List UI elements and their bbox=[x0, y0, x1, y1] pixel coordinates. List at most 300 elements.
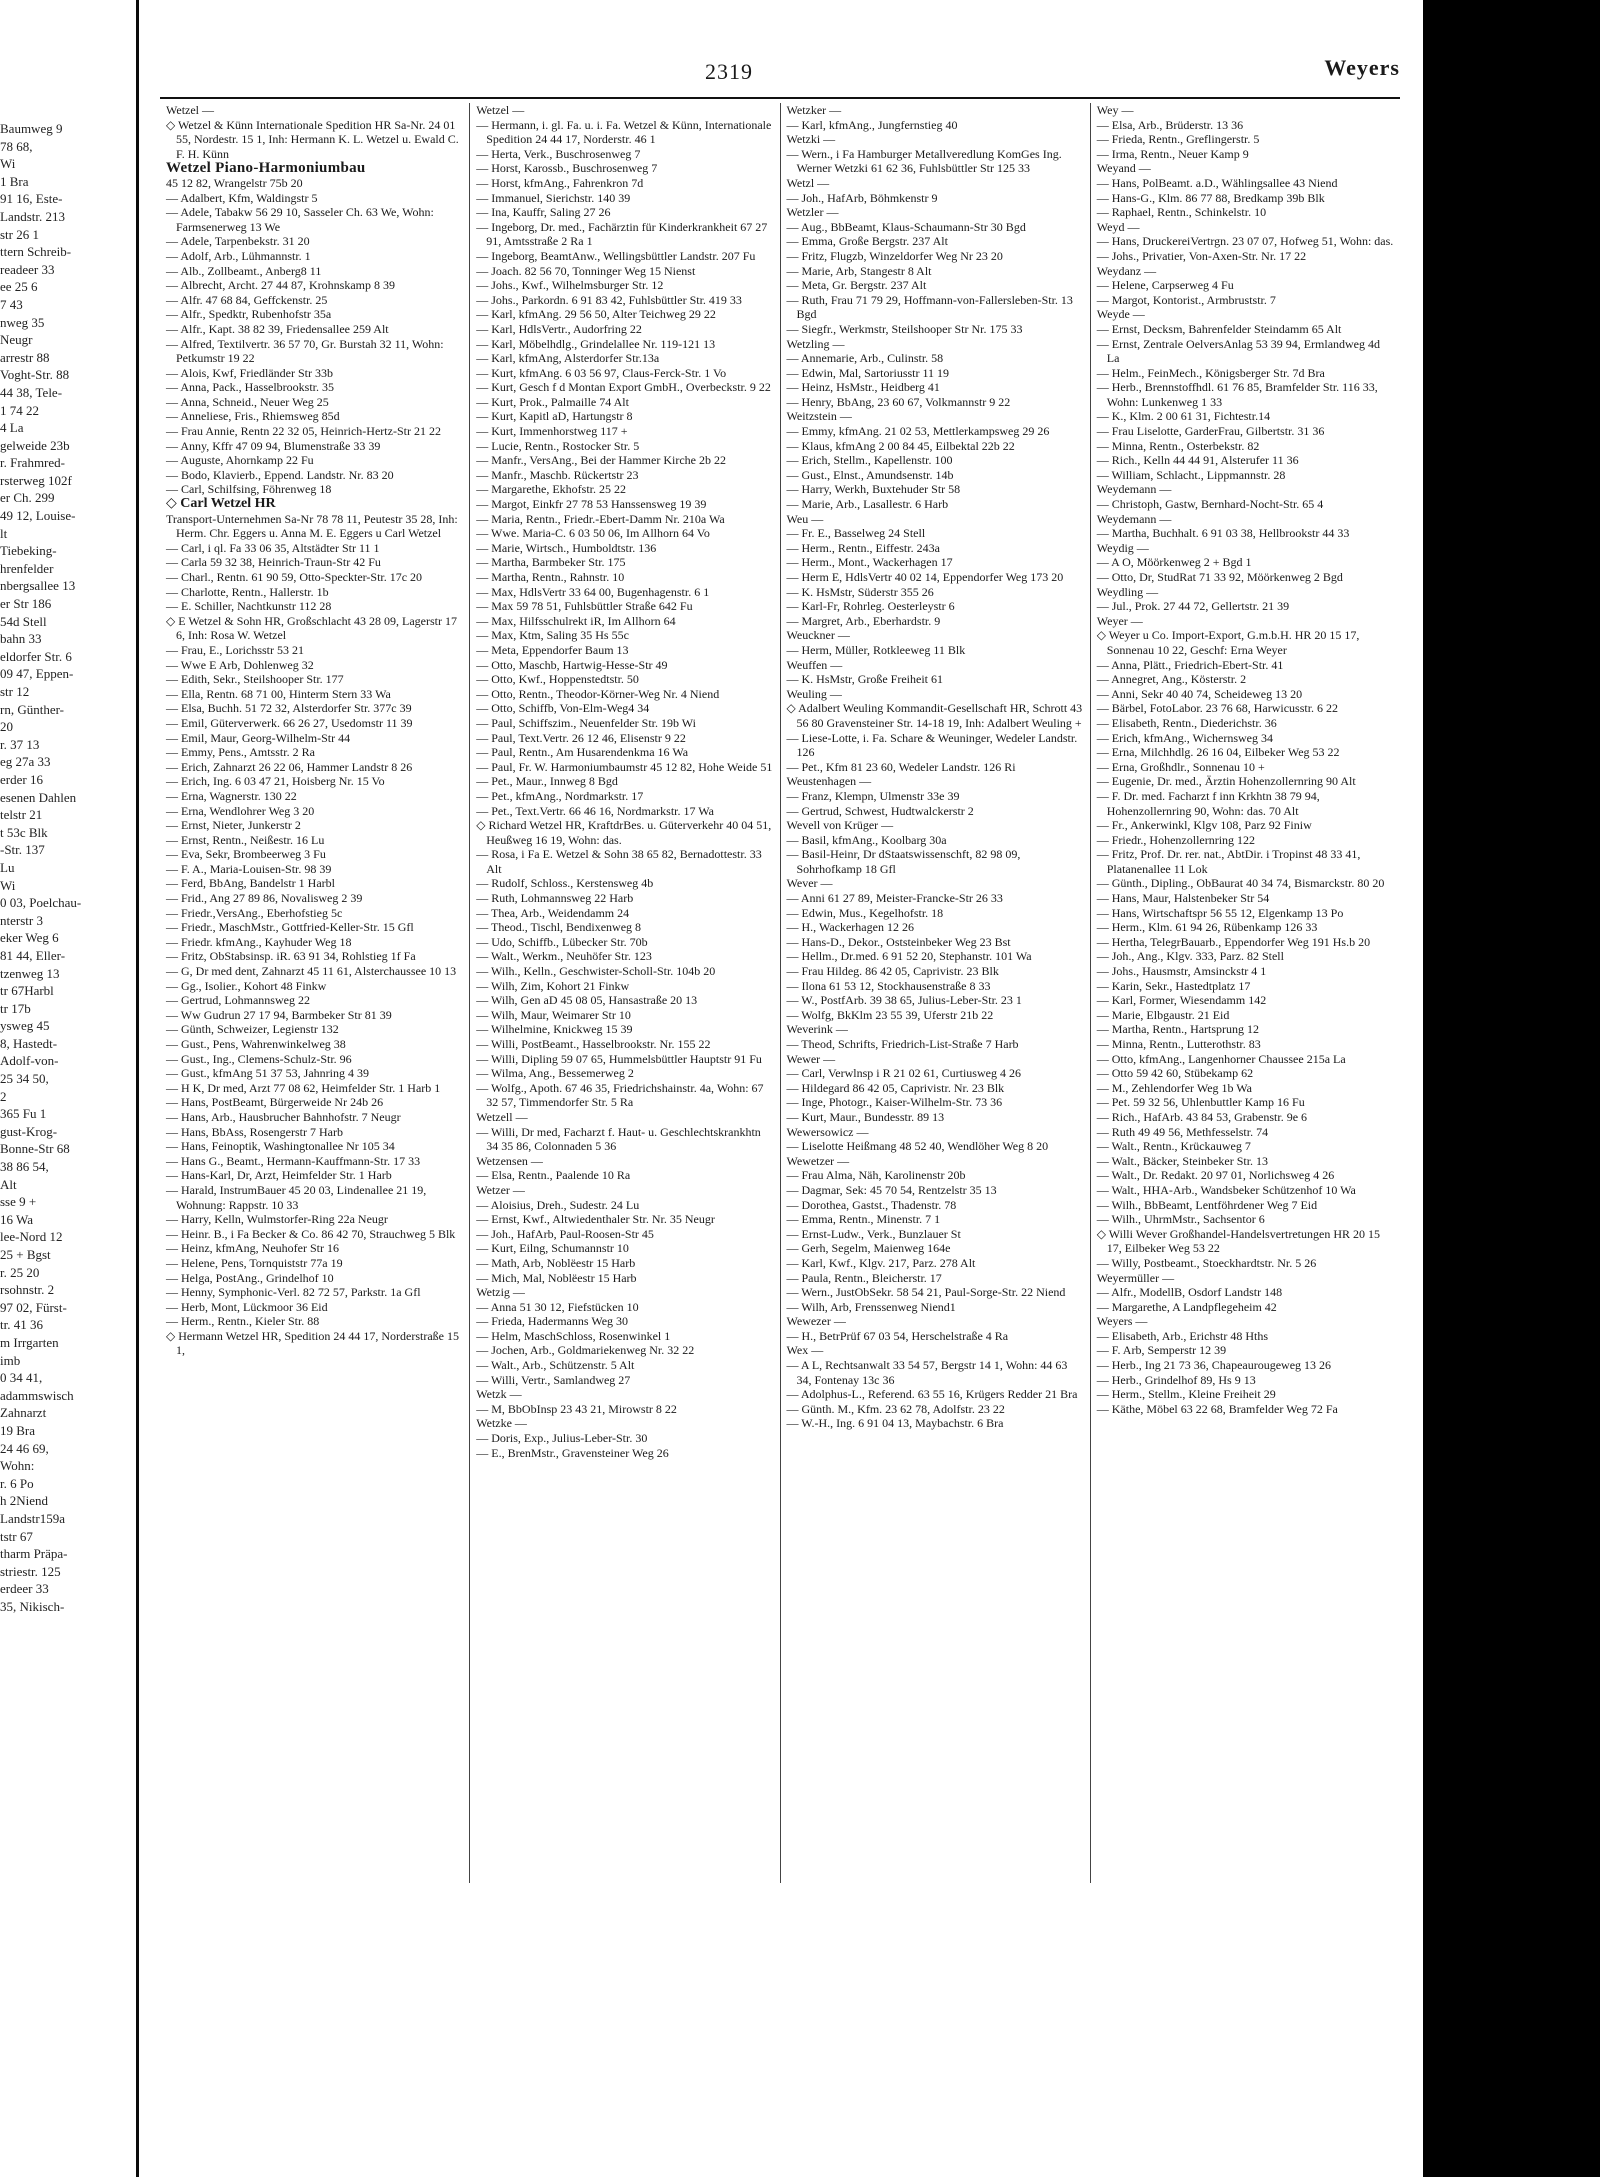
directory-entry: — Willi, Vertr., Samlandweg 27 bbox=[476, 1372, 631, 1387]
surname-heading: Wewetzer — bbox=[786, 1153, 850, 1168]
directory-entry: — E., BrenMstr., Gravensteiner Weg 26 bbox=[476, 1445, 669, 1460]
facing-page-line: 38 86 54, bbox=[0, 1159, 49, 1175]
directory-entry: — Meta, Gr. Bergstr. 237 Alt bbox=[786, 278, 927, 293]
directory-entry: Transport-Unternehmen Sa-Nr 78 78 11, Peutestr 35 28, Inh: Herm. Chr. Eggers u. Anna M. E. Eggers u Carl Wetzel bbox=[166, 511, 458, 541]
directory-entry: — Martha, Buchhalt. 6 91 03 38, Hellbrookstr 44 33 bbox=[1096, 526, 1350, 541]
directory-entry: — Walt., Werkm., Neuhöfer Str. 123 bbox=[476, 949, 652, 964]
directory-entry: — Max 59 78 51, Fuhlsbüttler Straße 642 Fu bbox=[476, 599, 693, 614]
directory-entry: — Frieda, Hadermanns Weg 30 bbox=[476, 1314, 629, 1329]
directory-entry: — M., Zehlendorfer Weg 1b Wa bbox=[1096, 1080, 1252, 1095]
surname-heading: Wetzig — bbox=[476, 1285, 525, 1300]
facing-page-line: 49 12, Louise- bbox=[0, 508, 76, 524]
facing-page-line: 8, Hastedt- bbox=[0, 1035, 58, 1051]
directory-entry: — Joh., Ang., Klgv. 333, Parz. 82 Stell bbox=[1096, 949, 1284, 964]
directory-entry: — F. Arb, Semperstr 12 39 bbox=[1096, 1343, 1227, 1358]
directory-entry: — Carl, Verwlnsp i R 21 02 61, Curtiusweg 4 26 bbox=[786, 1066, 1021, 1081]
directory-entry: — Basil-Heinr, Dr dStaatswissenschft, 82 98 09, Sohrhofkamp 18 Gfl bbox=[786, 847, 1021, 876]
facing-page-line: 7 43 bbox=[0, 296, 23, 312]
directory-entry: — Gust., Elnst., Amundsenstr. 14b bbox=[786, 467, 954, 482]
directory-entry: — Hans, PostBeamt, Bürgerweide Nr 24b 26 bbox=[166, 1095, 384, 1110]
facing-page-line: t 53c Blk bbox=[0, 824, 48, 840]
surname-heading: Weustenhagen — bbox=[786, 774, 872, 789]
surname-heading: Wetzk — bbox=[476, 1387, 522, 1402]
directory-entry: — Carl, Schilfsing, Föhrenweg 18 bbox=[166, 482, 332, 497]
directory-entry: — Ella, Rentn. 68 71 00, Hinterm Stern 33 Wa bbox=[166, 686, 391, 701]
surname-heading: Wevell von Krüger — bbox=[786, 818, 894, 833]
directory-entry: — Hans-D., Dekor., Oststeinbeker Weg 23 Bst bbox=[786, 934, 1011, 949]
directory-entry: — Kurt, Eilng, Schumannstr 10 bbox=[476, 1241, 629, 1256]
directory-entry: — Willi, Dipling 59 07 65, Hummelsbüttler Hauptstr 91 Fu bbox=[476, 1051, 762, 1066]
directory-entry: — Otto, Dr, StudRat 71 33 92, Möörkenweg 2 Bgd bbox=[1096, 570, 1343, 584]
directory-entry: — Gerh, Segelm, Maienweg 164e bbox=[786, 1241, 951, 1256]
directory-entry: — Erich, Stellm., Kapellenstr. 100 bbox=[786, 453, 953, 468]
facing-page-line: 78 68, bbox=[0, 138, 33, 154]
directory-entry: — Ruth, Frau 71 79 29, Hoffmann-von-Fallersleben-Str. 13 Bgd bbox=[786, 292, 1073, 322]
directory-entry: — Adalbert, Kfm, Waldingstr 5 bbox=[166, 190, 318, 205]
directory-entry: — Ernst, Decksm, Bahrenfelder Steindamm 65 Alt bbox=[1096, 321, 1342, 336]
directory-entry: — Alfred, Textilvertr. 36 57 70, Gr. Burstah 32 11, Wohn: Petkumstr 19 22 bbox=[166, 336, 444, 366]
directory-entry: — Otto, kfmAng., Langenhorner Chaussee 215a La bbox=[1096, 1051, 1346, 1066]
directory-entry: — Martha, Rentn., Hartsprung 12 bbox=[1096, 1022, 1260, 1037]
directory-entry: — Adolf, Arb., Lühmannstr. 1 bbox=[166, 248, 311, 263]
directory-entry: — Gertrud, Schwest, Hudtwalckerstr 2 bbox=[786, 803, 974, 818]
directory-entry: — Pet., Text.Vertr. 66 46 16, Nordmarkstr. 17 Wa bbox=[476, 803, 714, 818]
surname-heading: Wex — bbox=[786, 1343, 824, 1358]
directory-entry: — Walt., Bäcker, Steinbeker Str. 13 bbox=[1096, 1153, 1269, 1168]
directory-entry: — Erich, Zahnarzt 26 22 06, Hammer Landstr 8 26 bbox=[166, 759, 413, 774]
facing-page-line: Neugr bbox=[0, 332, 33, 348]
directory-entry: — Hermann, i. gl. Fa. u. i. Fa. Wetzel & Künn, Internationale Spedition 24 44 17, Norderstr. 46 1 bbox=[476, 117, 772, 147]
surname-heading: Weyermüller — bbox=[1096, 1270, 1175, 1285]
facing-page-line: 54d Stell bbox=[0, 613, 47, 629]
directory-entry: — Margot, Einkfr 27 78 53 Hanssensweg 19 39 bbox=[476, 497, 707, 512]
directory-entry: — Edwin, Mal, Sartoriusstr 11 19 bbox=[786, 365, 950, 380]
directory-entry: — Fritz, Prof. Dr. rer. nat., AbtDir. i Tropinst 48 33 41, Platanenallee 11 Lok bbox=[1096, 847, 1361, 876]
facing-page-line: lee-Nord 12 bbox=[0, 1229, 63, 1245]
directory-entry: — Jul., Prok. 27 44 72, Gellertstr. 21 39 bbox=[1096, 599, 1290, 614]
directory-entry: — A L, Rechtsanwalt 33 54 57, Bergstr 14 1, Wohn: 44 63 34, Fontenay 13c 36 bbox=[786, 1358, 1068, 1387]
directory-entry: — Joach. 82 56 70, Tonninger Weg 15 Nienst bbox=[476, 263, 696, 278]
directory-entry: — Frau Annie, Rentn 22 32 05, Heinrich-Hertz-Str 21 22 bbox=[166, 424, 441, 439]
page-edge-shadow bbox=[1423, 0, 1600, 2177]
facing-page-line: Landstr159a bbox=[0, 1510, 65, 1526]
directory-entry: — Johs., Parkordn. 6 91 83 42, Fuhlsbüttler Str. 419 33 bbox=[476, 292, 742, 307]
directory-entry: — Herm, Müller, Rotkleeweg 11 Blk bbox=[786, 642, 966, 657]
directory-entry: — Margret, Arb., Eberhardstr. 9 bbox=[786, 613, 941, 628]
facing-page-line: r. 25 20 bbox=[0, 1264, 40, 1280]
directory-entry: — Ernst, Rentn., Neißestr. 16 Lu bbox=[166, 832, 325, 847]
directory-entry: — G, Dr med dent, Zahnarzt 45 11 61, Alsterchaussee 10 13 bbox=[166, 964, 457, 979]
directory-entry: ◇ Wetzel & Künn Internationale Spedition HR Sa-Nr. 24 01 55, Nordestr. 15 1, Inh: Hermann K. L. Wetzel u. Ewald C. F. H. Künn bbox=[166, 117, 459, 161]
directory-entry: — Wwe E Arb, Dohlenweg 32 bbox=[166, 657, 314, 672]
facing-page-line: Bonne-Str 68 bbox=[0, 1141, 70, 1157]
surname-heading: Wetzki — bbox=[786, 132, 836, 147]
directory-entry: — Rudolf, Schloss., Kerstensweg 4b bbox=[476, 876, 654, 891]
directory-entry: — Karl, Möbelhdlg., Grindelallee Nr. 119-121 13 bbox=[476, 336, 716, 351]
surname-heading: Wetzel — bbox=[476, 103, 525, 117]
directory-entry: — Rich., Kelln 44 44 91, Alsterufer 11 36 bbox=[1096, 453, 1299, 468]
directory-entry: 45 12 82, Wrangelstr 75b 20 bbox=[166, 175, 303, 190]
directory-entry: — Charlotte, Rentn., Hallerstr. 1b bbox=[166, 584, 329, 599]
directory-entry: — Hellm., Dr.med. 6 91 52 20, Stephanstr. 101 Wa bbox=[786, 949, 1032, 964]
directory-entry: — Margarethe, A Landpflegeheim 42 bbox=[1096, 1299, 1277, 1314]
directory-entry: — Herm E, HdlsVertr 40 02 14, Eppendorfer Weg 173 20 bbox=[786, 570, 1064, 584]
directory-entry: — Joh., HafArb, Böhmkenstr 9 bbox=[786, 190, 938, 205]
directory-entry: — Inge, Photogr., Kaiser-Wilhelm-Str. 73 36 bbox=[786, 1095, 1003, 1110]
directory-entry: — Walt., Arb., Schützenstr. 5 Alt bbox=[476, 1358, 635, 1373]
directory-entry: — Wern., i Fa Hamburger Metallveredlung KomGes Ing. Werner Wetzki 61 62 36, Fuhlsbüttler Str 125 33 bbox=[786, 146, 1062, 176]
directory-entry: — Paul, Text.Vertr. 26 12 46, Elisenstr 9 22 bbox=[476, 730, 686, 745]
facing-page-line: 91 16, Este- bbox=[0, 191, 63, 207]
directory-entry: — Helene, Carpserweg 4 Fu bbox=[1096, 278, 1234, 293]
surname-heading: Weverink — bbox=[786, 1022, 848, 1037]
surname-heading: Wetzling — bbox=[786, 336, 845, 351]
directory-entry: — Wilh., UhrmMstr., Sachsentor 6 bbox=[1096, 1212, 1265, 1227]
surname-heading: Wetzer — bbox=[476, 1182, 525, 1197]
facing-page-line: Zahnarzt bbox=[0, 1405, 47, 1421]
directory-entry: — Kurt, Maur., Bundesstr. 89 13 bbox=[786, 1109, 945, 1124]
surname-heading: Wetzler — bbox=[786, 205, 839, 220]
facing-page-line: hrenfelder bbox=[0, 560, 54, 576]
surname-heading: Wey — bbox=[1096, 103, 1134, 117]
facing-page-fragments bbox=[0, 120, 132, 2020]
directory-entry: — Manfr., VersAng., Bei der Hammer Kirche 2b 22 bbox=[476, 453, 726, 468]
directory-entry: — Fr. E., Basselweg 24 Stell bbox=[786, 526, 926, 541]
directory-entry: — Karl, kfmAng., Jungfernstieg 40 bbox=[786, 117, 958, 132]
directory-entry: — Edwin, Mus., Kegelhofstr. 18 bbox=[786, 905, 944, 920]
directory-entry: — Wilh., Kelln., Geschwister-Scholl-Str. 104b 20 bbox=[476, 964, 716, 979]
directory-entry: ◇ Adalbert Weuling Kommandit-Gesellschaft HR, Schrott 43 56 80 Gravensteiner Str. 14-18 19, Inh: Adalbert Weuling + bbox=[786, 701, 1083, 730]
directory-entry: — Frau Liselotte, GarderFrau, Gilbertstr. 31 36 bbox=[1096, 424, 1325, 439]
directory-entry: — Charl., Rentn. 61 90 59, Otto-Speckter-Str. 17c 20 bbox=[166, 570, 423, 584]
book-gutter bbox=[136, 0, 139, 2177]
directory-entry: — Günth, Schweizer, Legienstr 132 bbox=[166, 1022, 339, 1037]
directory-entry: — Wolfg., Apoth. 67 46 35, Friedrichshainstr. 4a, Wohn: 67 32 57, Timmendorfer Str. 5 Ra bbox=[476, 1080, 764, 1110]
directory-entry: — Thea, Arb., Weidendamm 24 bbox=[476, 905, 630, 920]
directory-entry: — Ruth, Lohmannsweg 22 Harb bbox=[476, 891, 634, 906]
page-number: 2319 bbox=[705, 59, 753, 84]
directory-entry: — Harry, Kelln, Wulmstorfer-Ring 22a Neugr bbox=[166, 1212, 388, 1227]
facing-page-line: Landstr. 213 bbox=[0, 208, 65, 224]
directory-entry: — Johs., Hausmstr, Amsinckstr 4 1 bbox=[1096, 964, 1267, 979]
facing-page-line: Adolf-von- bbox=[0, 1053, 59, 1069]
directory-entry: — Hildegard 86 42 05, Caprivistr. Nr. 23 Blk bbox=[786, 1080, 1005, 1095]
directory-entry: — Emmy, Pens., Amtsstr. 2 Ra bbox=[166, 745, 315, 760]
directory-entry: — Friedr., Hohenzollernring 122 bbox=[1096, 832, 1256, 847]
directory-entry: — Helm., FeinMech., Königsberger Str. 7d Bra bbox=[1096, 365, 1325, 380]
directory-entry: — Max, Ktm, Saling 35 Hs 55c bbox=[476, 628, 629, 643]
directory-entry: — H., BetrPrüf 67 03 54, Herschelstraße 4 Ra bbox=[786, 1328, 1009, 1343]
directory-column-3 bbox=[780, 103, 1090, 1883]
directory-entry: — Rich., HafArb. 43 84 53, Grabenstr. 9e 6 bbox=[1096, 1109, 1308, 1124]
directory-entry: — Ilona 61 53 12, Stockhausenstraße 8 33 bbox=[786, 978, 991, 993]
directory-entry: — Erich, kfmAng., Wichernsweg 34 bbox=[1096, 730, 1274, 745]
directory-entry: ◇ Richard Wetzel HR, KraftdrBes. u. Güterverkehr 40 04 51, Heußweg 16 19, Wohn: das. bbox=[476, 818, 772, 847]
directory-entry: — Ingeborg, Dr. med., Fachärztin für Kinderkrankheit 67 27 91, Amtsstraße 2 Ra 1 bbox=[476, 219, 768, 249]
directory-entry: — Erna, Milchhdlg. 26 16 04, Eilbeker Weg 53 22 bbox=[1096, 745, 1340, 760]
surname-heading: Wetzensen — bbox=[476, 1153, 543, 1168]
directory-entry: — Herm., Stellm., Kleine Freiheit 29 bbox=[1096, 1387, 1276, 1402]
directory-entry: — Wern., JustObSekr. 58 54 21, Paul-Sorge-Str. 22 Niend bbox=[786, 1285, 1066, 1300]
facing-page-line: 16 Wa bbox=[0, 1211, 34, 1227]
directory-entry: — Herm., Klm. 61 94 26, Rübenkamp 126 33 bbox=[1096, 920, 1318, 935]
directory-entry: — Erna, Wagnerstr. 130 22 bbox=[166, 788, 297, 803]
facing-page-line: erder 16 bbox=[0, 771, 43, 787]
directory-entry: — Margarethe, Ekhofstr. 25 22 bbox=[476, 482, 626, 497]
directory-entry: — Alfr., ModellB, Osdorf Landstr 148 bbox=[1096, 1285, 1283, 1300]
directory-entry: — Herta, Verk., Buschrosenweg 7 bbox=[476, 146, 641, 161]
facing-page-line: Tiebeking- bbox=[0, 543, 57, 559]
directory-entry: — Henry, BbAng, 23 60 67, Volkmannstr 9 22 bbox=[786, 394, 1011, 409]
directory-entry: — Hans, Wirtschaftspr 56 55 12, Elgenkamp 13 Po bbox=[1096, 905, 1344, 920]
facing-page-line: 25 34 50, bbox=[0, 1071, 49, 1087]
surname-heading: Weydemann — bbox=[1096, 511, 1172, 526]
directory-entry: — Erna, Wendlohrer Weg 3 20 bbox=[166, 803, 315, 818]
directory-entry: — Wilh., BbBeamt, Lentföhrdener Weg 7 Eid bbox=[1096, 1197, 1318, 1212]
surname-heading: Weydig — bbox=[1096, 540, 1149, 555]
facing-page-line: h 2Niend bbox=[0, 1493, 49, 1509]
directory-entry: — Wilma, Ang., Bessemerweg 2 bbox=[476, 1066, 634, 1081]
facing-page-line: tzenweg 13 bbox=[0, 965, 60, 981]
directory-entry: — H., Wackerhagen 12 26 bbox=[786, 920, 914, 935]
facing-page-line: nbergsallee 13 bbox=[0, 578, 76, 594]
facing-page-line: 2 bbox=[0, 1088, 7, 1104]
facing-page-line: eker Weg 6 bbox=[0, 930, 59, 946]
facing-page-line: imb bbox=[0, 1352, 21, 1368]
directory-entry: — Herb, Mont, Lückmoor 36 Eid bbox=[166, 1299, 328, 1314]
directory-entry: — Alb., Zollbeamt., Anberg8 11 bbox=[166, 263, 322, 278]
directory-entry: — Johs., Kwf., Wilhelmsburger Str. 12 bbox=[476, 278, 664, 293]
directory-entry: Wetzel Piano-Harmoniumbau bbox=[166, 160, 366, 177]
facing-page-line: telstr 21 bbox=[0, 807, 43, 823]
directory-entry: — Helga, PostAng., Grindelhof 10 bbox=[166, 1270, 334, 1285]
directory-entry: — Ingeborg, BeamtAnw., Wellingsbüttler Landstr. 207 Fu bbox=[476, 248, 756, 263]
facing-page-line: adammswisch bbox=[0, 1387, 74, 1403]
directory-entry: — Willi, Dr med, Facharzt f. Haut- u. Geschlechtskrankhtn 34 35 86, Colonnaden 5 36 bbox=[476, 1124, 761, 1154]
facing-page-line: esenen Dahlen bbox=[0, 789, 77, 805]
directory-entry: — W., PostfArb. 39 38 65, Julius-Leber-Str. 23 1 bbox=[786, 993, 1022, 1008]
directory-entry: — Emil, Güterverwerk. 66 26 27, Usedomstr 11 39 bbox=[166, 715, 413, 730]
directory-entry: — Eva, Sekr, Brombeerweg 3 Fu bbox=[166, 847, 326, 862]
directory-entry: — Aloisius, Dreh., Sudestr. 24 Lu bbox=[476, 1197, 640, 1212]
directory-entry: — Anni 61 27 89, Meister-Francke-Str 26 33 bbox=[786, 891, 1003, 906]
facing-page-line: nterstr 3 bbox=[0, 912, 43, 928]
directory-entry: — Karl, Kwf., Klgv. 217, Parz. 278 Alt bbox=[786, 1255, 976, 1270]
directory-entry: — Hertha, TelegrBauarb., Eppendorfer Weg 191 Hs.b 20 bbox=[1096, 934, 1371, 949]
facing-page-line: readeer 33 bbox=[0, 261, 55, 277]
directory-entry: — Karl, kfmAng. 29 56 50, Alter Teichweg 29 22 bbox=[476, 307, 716, 322]
surname-heading: Wewer — bbox=[786, 1051, 836, 1066]
directory-entry: — Karl, kfmAng, Alsterdorfer Str.13a bbox=[476, 351, 660, 366]
facing-page-line: m Irrgarten bbox=[0, 1334, 59, 1350]
directory-column-1 bbox=[160, 103, 469, 1883]
facing-page-line: eg 27a 33 bbox=[0, 754, 51, 770]
directory-entry: — Alois, Kwf, Friedländer Str 33b bbox=[166, 365, 333, 380]
directory-entry: — E. Schiller, Nachtkunstr 112 28 bbox=[166, 599, 332, 614]
directory-entry: — Harry, Werkh, Buxtehuder Str 58 bbox=[786, 482, 961, 497]
directory-entry: — Bärbel, FotoLabor. 23 76 68, Harwicusstr. 6 22 bbox=[1096, 701, 1339, 716]
facing-page-line: Baumweg 9 bbox=[0, 121, 63, 136]
directory-entry: — Wwe. Maria-C. 6 03 50 06, Im Allhorn 64 Vo bbox=[476, 526, 710, 541]
directory-entry: — Rosa, i Fa E. Wetzel & Sohn 38 65 82, Bernadottestr. 33 Alt bbox=[476, 847, 762, 876]
directory-entry: — Lucie, Rentn., Rostocker Str. 5 bbox=[476, 438, 640, 453]
directory-entry: — Anna, Plätt., Friedrich-Ebert-Str. 41 bbox=[1096, 657, 1284, 672]
facing-page-line: bahn 33 bbox=[0, 631, 42, 647]
directory-entry: ◇ Weyer u Co. Import-Export, G.m.b.H. HR 20 15 17, Sonnenau 10 22, Geschf: Erna Weyer bbox=[1096, 628, 1360, 657]
directory-entry: — Henny, Symphonic-Verl. 82 72 57, Parkstr. 1a Gfl bbox=[166, 1285, 421, 1300]
directory-entry: — Fritz, Flugzb, Winzeldorfer Weg Nr 23 20 bbox=[786, 248, 1003, 263]
directory-entry: — Gust., Ing., Clemens-Schulz-Str. 96 bbox=[166, 1051, 352, 1066]
directory-entry: — Albrecht, Archt. 27 44 87, Krohnskamp 8 39 bbox=[166, 278, 395, 293]
surname-heading: Weydemann — bbox=[1096, 482, 1172, 497]
surname-heading: Weyand — bbox=[1096, 161, 1151, 176]
surname-heading: Wetzker — bbox=[786, 103, 842, 117]
facing-page-line: 19 Bra bbox=[0, 1422, 36, 1438]
directory-entry: — Pet., Maur., Innweg 8 Bgd bbox=[476, 774, 618, 789]
directory-entry: — Manfr., Maschb. Rückertstr 23 bbox=[476, 467, 639, 482]
facing-page-line: sse 9 + bbox=[0, 1194, 37, 1210]
directory-entry: — Annemarie, Arb., Culinstr. 58 bbox=[786, 351, 944, 366]
facing-page-line: Alt bbox=[0, 1176, 17, 1192]
surname-heading: Weuling — bbox=[786, 686, 842, 701]
directory-entry: — Wilh, Gen aD 45 08 05, Hansastraße 20 13 bbox=[476, 993, 698, 1008]
directory-entry: — Wilh, Arb, Frenssenweg Niend1 bbox=[786, 1299, 956, 1314]
facing-page-line: gust-Krog- bbox=[0, 1123, 58, 1139]
facing-page-line: 25 + Bgst bbox=[0, 1247, 51, 1262]
directory-entry: ◇ Carl Wetzel HR bbox=[166, 496, 276, 512]
directory-entry: — Walt., Dr. Redakt. 20 97 01, Norlichsweg 4 26 bbox=[1096, 1168, 1335, 1183]
directory-entry: — F. Dr. med. Facharzt f inn Krkhtn 38 79 94, Hohenzollernring 90, Wohn: das. 70 Alt bbox=[1096, 788, 1320, 818]
directory-entry: — Alfr., Spedktr, Rubenhofstr 35a bbox=[166, 307, 332, 322]
directory-entry: — Kurt, Prok., Palmaille 74 Alt bbox=[476, 394, 629, 409]
directory-entry: — Elsa, Buchh. 51 72 32, Alsterdorfer Str. 377c 39 bbox=[166, 701, 412, 716]
directory-entry: — Gertrud, Lohmannsweg 22 bbox=[166, 993, 310, 1008]
directory-entry: — Elisabeth, Arb., Erichstr 48 Hths bbox=[1096, 1328, 1269, 1343]
directory-column-4 bbox=[1090, 103, 1400, 1883]
directory-entry: — Erich, Ing. 6 03 47 21, Hoisberg Nr. 15 Vo bbox=[166, 774, 385, 789]
directory-entry: — Günth., Dipling., ObBaurat 40 34 74, Bismarckstr. 80 20 bbox=[1096, 876, 1385, 891]
directory-entry: — Elsa, Rentn., Paalende 10 Ra bbox=[476, 1168, 631, 1183]
directory-entry: — Otto, Kwf., Hoppenstedtstr. 50 bbox=[476, 672, 639, 687]
directory-entry: — Kurt, Immenhorstweg 117 + bbox=[476, 424, 628, 439]
directory-entry: — Ruth 49 49 56, Methfesselstr. 74 bbox=[1096, 1124, 1269, 1139]
directory-entry: — Liese-Lotte, i. Fa. Schare & Weuninger, Wedeler Landstr. 126 bbox=[786, 730, 1078, 760]
directory-entry: — Doris, Exp., Julius-Leber-Str. 30 bbox=[476, 1431, 648, 1446]
facing-page-line: 1 74 22 bbox=[0, 402, 39, 418]
facing-page-line: -Str. 137 bbox=[0, 842, 45, 858]
directory-entry: — Alfr., Kapt. 38 82 39, Friedensallee 259 Alt bbox=[166, 321, 389, 336]
directory-entry: — Aug., BbBeamt, Klaus-Schaumann-Str 30 Bgd bbox=[786, 219, 1026, 234]
directory-entry: — Immanuel, Sierichstr. 140 39 bbox=[476, 190, 631, 205]
directory-entry: — Helene, Pens, Tornquiststr 77a 19 bbox=[166, 1255, 343, 1270]
directory-entry: — Wilh, Maur, Weimarer Str 10 bbox=[476, 1007, 631, 1022]
facing-page-line: tharm Präpa- bbox=[0, 1546, 68, 1562]
surname-heading: Wetzell — bbox=[476, 1109, 528, 1124]
directory-entry: — Günth. M., Kfm. 23 62 78, Adolfstr. 23 22 bbox=[786, 1401, 1005, 1416]
directory-entry: — Ernst-Ludw., Verk., Bunzlauer St bbox=[786, 1226, 961, 1241]
directory-entry: — Bodo, Klavierb., Eppend. Landstr. Nr. 83 20 bbox=[166, 467, 394, 482]
facing-page-line: 0 34 41, bbox=[0, 1370, 43, 1386]
facing-page-line: rsterweg 102f bbox=[0, 472, 72, 488]
facing-page-line: tr 17b bbox=[0, 1000, 31, 1016]
facing-page-line: 0 03, Poelchau- bbox=[0, 895, 82, 911]
facing-page-line: eldorfer Str. 6 bbox=[0, 648, 72, 664]
directory-entry: — Siegfr., Werkmstr, Steilshooper Str Nr. 175 33 bbox=[786, 321, 1023, 336]
directory-entry: — Adolphus-L., Referend. 63 55 16, Krügers Redder 21 Bra bbox=[786, 1387, 1078, 1402]
directory-entry: — Käthe, Möbel 63 22 68, Bramfelder Weg 72 Fa bbox=[1096, 1401, 1338, 1416]
directory-entry: — Otto 59 42 60, Stübekamp 62 bbox=[1096, 1066, 1254, 1081]
directory-entry: — Erna, Großhdlr., Sonnenau 10 + bbox=[1096, 759, 1265, 774]
directory-entry: — Hans, Arb., Hausbrucher Bahnhofstr. 7 Neugr bbox=[166, 1109, 401, 1124]
directory-entry: — Gg., Isolier., Kohort 48 Finkw bbox=[166, 978, 327, 993]
directory-entry: — Anny, Kffr 47 09 94, Blumenstraße 33 39 bbox=[166, 438, 381, 453]
directory-entry: — Emil, Maur, Georg-Wilhelm-Str 44 bbox=[166, 730, 351, 745]
directory-entry: — Paula, Rentn., Bleicherstr. 17 bbox=[786, 1270, 942, 1285]
facing-page-line: striestr. 125 bbox=[0, 1563, 61, 1579]
surname-heading: Wetzel — bbox=[166, 103, 215, 117]
directory-entry: — Karl, HdlsVertr., Audorfring 22 bbox=[476, 321, 642, 336]
directory-entry: — Math, Arb, Noblëestr 15 Harb bbox=[476, 1255, 636, 1270]
running-head: Weyers bbox=[1324, 55, 1400, 80]
directory-entry: — Pet., Kfm 81 23 60, Wedeler Landstr. 126 Ri bbox=[786, 759, 1016, 774]
facing-page-line: 35, Nikisch- bbox=[0, 1598, 65, 1614]
directory-entry: — Kurt, Kapitl aD, Hartungstr 8 bbox=[476, 409, 633, 424]
surname-heading: Wever — bbox=[786, 876, 833, 891]
directory-entry: — Hans, Feinoptik, Washingtonallee Nr 105 34 bbox=[166, 1139, 395, 1154]
facing-page-line: 4 La bbox=[0, 420, 24, 436]
directory-entry: — Dagmar, Sek: 45 70 54, Rentzelstr 35 13 bbox=[786, 1182, 997, 1197]
directory-entry: — Carla 59 32 38, Heinrich-Traun-Str 42 Fu bbox=[166, 555, 381, 570]
facing-page-line: tr. 41 36 bbox=[0, 1317, 43, 1333]
directory-entry: — Otto, Maschb, Hartwig-Hesse-Str 49 bbox=[476, 657, 668, 672]
directory-entry: — A O, Möörkenweg 2 + Bgd 1 bbox=[1096, 555, 1252, 570]
directory-entry: — Eugenie, Dr. med., Ärztin Hohenzollernring 90 Alt bbox=[1096, 774, 1356, 789]
directory-entry: — Kurt, Gesch f d Montan Export GmbH., Overbeckstr. 9 22 bbox=[476, 380, 771, 395]
directory-entry: — Max, Hilfsschulrekt iR, Im Allhorn 64 bbox=[476, 613, 676, 628]
directory-entry: — Marie, Wirtsch., Humboldtstr. 136 bbox=[476, 540, 657, 555]
directory-entry: ◇ E Wetzel & Sohn HR, Großschlacht 43 28 09, Lagerstr 17 6, Inh: Rosa W. Wetzel bbox=[166, 613, 457, 643]
facing-page-line: str 12 bbox=[0, 684, 30, 699]
directory-entry: — Johs., Privatier, Von-Axen-Str. Nr. 17 22 bbox=[1096, 248, 1307, 263]
directory-entry: — Paul, Rentn., Am Husarendenkma 16 Wa bbox=[476, 745, 689, 760]
directory-entry: — Herm., Mont., Wackerhagen 17 bbox=[786, 555, 953, 570]
directory-entry: — Basil, kfmAng., Koolbarg 30a bbox=[786, 832, 947, 847]
facing-page-line: r. Frahmred- bbox=[0, 455, 65, 471]
facing-page-line: ttern Schreib- bbox=[0, 244, 72, 260]
directory-entry: — Pet., kfmAng., Nordmarkstr. 17 bbox=[476, 788, 644, 803]
directory-entry: — Karl-Fr, Rohrleg. Oesterleystr 6 bbox=[786, 599, 955, 614]
directory-entry: — Emma, Große Bergstr. 237 Alt bbox=[786, 234, 948, 249]
directory-entry: — Minna, Rentn., Lutterothstr. 83 bbox=[1096, 1037, 1261, 1051]
facing-page-line: 81 44, Eller- bbox=[0, 947, 66, 963]
directory-entry: — Hans-G., Klm. 86 77 88, Bredkamp 39b Blk bbox=[1096, 190, 1325, 205]
facing-page-line: Wohn: bbox=[0, 1458, 35, 1474]
directory-entry: — Fr., Ankerwinkl, Klgv 108, Parz 92 Finiw bbox=[1096, 818, 1312, 833]
facing-page-line: erdeer 33 bbox=[0, 1581, 49, 1597]
directory-entry: — Frieda, Rentn., Greflingerstr. 5 bbox=[1096, 132, 1260, 147]
directory-entry: — K. HsMstr, Große Freiheit 61 bbox=[786, 672, 944, 687]
directory-entry: — Marie, Arb., Lasallestr. 6 Harb bbox=[786, 497, 949, 512]
directory-entry: — Friedr., MaschMstr., Gottfried-Keller-Str. 15 Gfl bbox=[166, 920, 414, 935]
directory-entry: — Annegret, Ang., Kösterstr. 2 bbox=[1096, 672, 1247, 687]
directory-entry: — Theod., Tischl, Bendixenweg 8 bbox=[476, 920, 642, 935]
directory-entry: — Mich, Mal, Noblëestr 15 Harb bbox=[476, 1270, 637, 1285]
directory-entry: — H K, Dr med, Arzt 77 08 62, Heimfelder Str. 1 Harb 1 bbox=[166, 1080, 441, 1095]
directory-entry: — Franz, Klempn, Ulmenstr 33e 39 bbox=[786, 788, 960, 803]
directory-entry: — Karl, Former, Wiesendamm 142 bbox=[1096, 993, 1267, 1008]
directory-entry: — Pet. 59 32 56, Uhlenbuttler Kamp 16 Fu bbox=[1096, 1095, 1305, 1110]
directory-entry: — Hans, Maur, Halstenbeker Str 54 bbox=[1096, 891, 1270, 906]
